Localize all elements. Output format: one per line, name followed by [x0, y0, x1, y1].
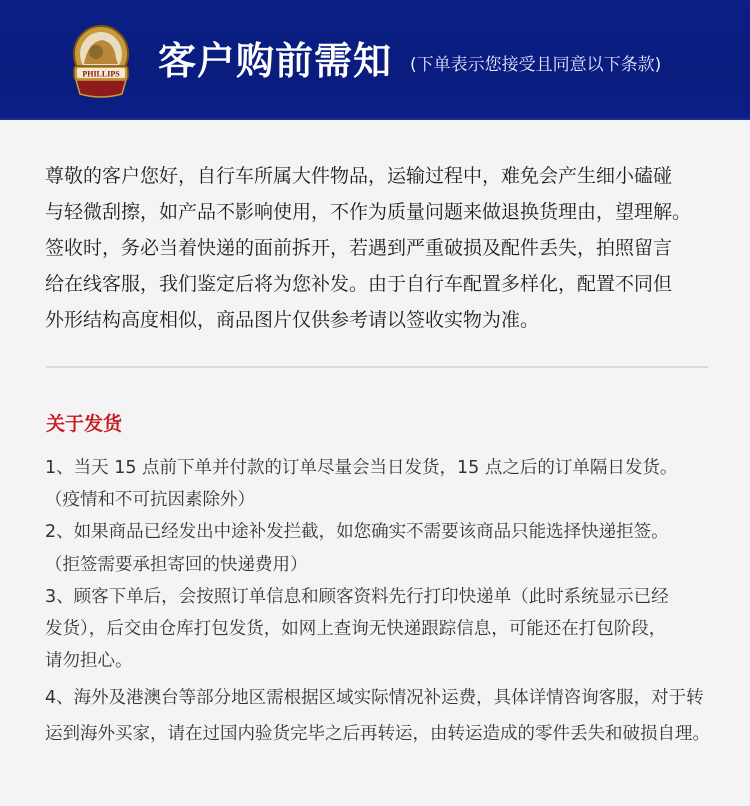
item-line: 发货），后交由仓库打包发货，如网上查询无快递跟踪信息，可能还在打包阶段， [45, 619, 667, 640]
section-divider [46, 366, 708, 368]
item-line: 4、海外及港澳台等部分地区需根据区域实际情况补运费，具体详情咨询客服，对于转 [45, 688, 704, 708]
item-line: 运到海外买家，请在过国内验货完毕之后再转运，由转运造成的零件丢失和破损自理。 [45, 724, 710, 744]
intro-line: 签收时，务必当着快递的面前拆开，若遇到严重破损及配件丢失，拍照留言 [45, 237, 673, 259]
shipping-section-title: 关于发货 [46, 413, 123, 435]
intro-paragraph [45, 158, 717, 338]
intro-line: 与轻微刮擦，如产品不影响使用，不作为质量问题来做退换货理由，望理解。 [45, 201, 692, 223]
svg-text:PHILLIPS: PHILLIPS [82, 69, 120, 79]
shipping-item-3 [45, 581, 717, 678]
item-note: （拒签需要承担寄回的快递费用） [45, 554, 308, 575]
item-line: 3、顾客下单后，会按照订单信息和顾客资料先行打印快递单（此时系统显示已经 [45, 586, 669, 607]
item-note: （疫情和不可抗因素除外） [45, 490, 255, 511]
header-banner [0, 0, 750, 120]
intro-line: 尊敬的客户您好，自行车所属大件物品，运输过程中，难免会产生细小磕碰 [45, 165, 673, 187]
shipping-item-2 [45, 516, 717, 580]
page-title: 客户购前需知 [158, 39, 393, 83]
shipping-list [45, 452, 717, 677]
lion-crest-icon [68, 24, 134, 100]
item-line: 1、当天 15 点前下单并付款的订单尽量会当日发货，15 点之后的订单隔日发货。 [45, 458, 678, 478]
shipping-item-1 [45, 452, 717, 516]
shipping-item-4 [45, 680, 717, 752]
item-line: 2、如果商品已经发出中途补发拦截，如您确实不需要该商品只能选择快递拒签。 [45, 522, 669, 543]
intro-line: 给在线客服，我们鉴定后将为您补发。由于自行车配置多样化，配置不同但 [45, 273, 673, 295]
item-line: 请勿担心。 [45, 651, 133, 672]
intro-line: 外形结构高度相似，商品图片仅供参考请以签收实物为准。 [45, 309, 540, 331]
page-subtitle: (下单表示您接受且同意以下条款) [410, 55, 662, 75]
